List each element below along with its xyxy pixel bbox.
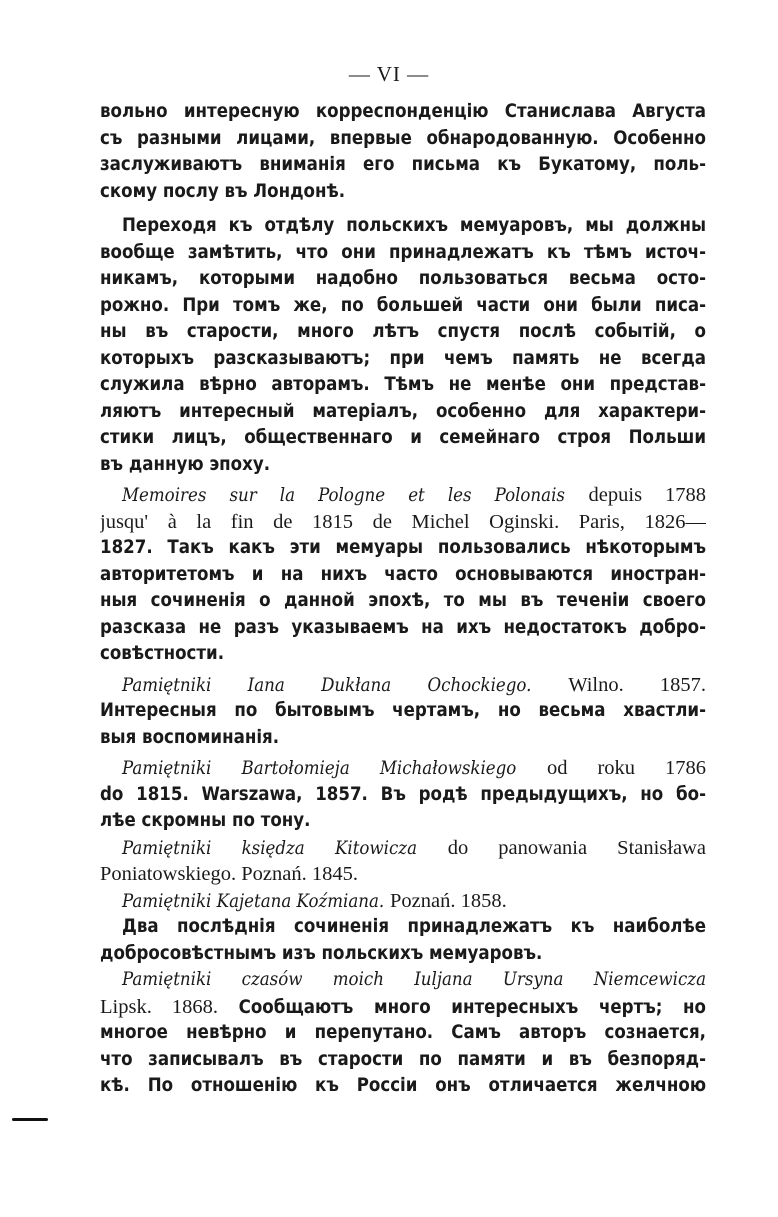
text-line: въ данную эпоху.: [100, 453, 271, 475]
text-line: ны въ старости, много лѣтъ спустя послѣ событій, о: [100, 321, 706, 342]
text-line: которыхъ разсказываютъ; при чемъ память не всегда: [100, 347, 706, 369]
margin-mark: [12, 1118, 48, 1121]
text-line: добросовѣстнымъ изъ польскихъ мемуаровъ.: [100, 942, 543, 964]
work-details: do panowania Stanisława: [447, 836, 706, 859]
work-title: Pamiętniki księdza Kitowicza: [122, 837, 417, 859]
work-title: Memoires sur la Pologne et les Polonais: [122, 485, 565, 506]
bibliography-entry-line: [100, 888, 706, 915]
text-line: разсказа не разъ указываемъ на ихъ недостатокъ добро-: [100, 616, 706, 638]
bibliography-entry-line: [100, 835, 706, 862]
text-line: рожно. При томъ же, по большей части они были писа-: [100, 294, 706, 316]
text-line: совѣстности.: [100, 643, 225, 664]
text-line: многое невѣрно и перепутано. Самъ авторъ сознается,: [100, 1022, 706, 1043]
work-title: Pamiętniki Kajetana Koźmiana.: [122, 890, 385, 912]
bibliography-entry-line: [100, 482, 706, 509]
text-line: стики лицъ, общественнаго и семейнаго строя Польши: [100, 427, 706, 448]
work-details: Wilno. 1857.: [568, 673, 706, 696]
text-line: заслуживаютъ вниманія его письма къ Букатому, поль-: [100, 154, 706, 175]
work-title: Pamiętniki Iana Dukłana Ochockiego.: [122, 674, 532, 696]
text-line: ныя сочиненія о данной эпохѣ, то мы въ теченіи своего: [100, 590, 706, 611]
text-line: Переходя къ отдѣлу польскихъ мемуаровъ, мы должны: [122, 215, 706, 236]
text-line: лѣе скромны по тону.: [100, 810, 311, 831]
text-line: выя воспоминанія.: [100, 726, 280, 748]
text-line: Два послѣднія сочиненія принадлежатъ къ наиболѣе: [122, 916, 706, 937]
text-line: служила вѣрно авторамъ. Тѣмъ не менѣе они представ-: [100, 374, 706, 395]
text-line: [100, 994, 706, 1021]
text-line: Poniatowskiego. Poznań. 1845.: [100, 863, 358, 885]
body-text: [100, 99, 706, 1100]
text-line: авторитетомъ и на нихъ часто основываются иностран-: [100, 563, 706, 585]
text-line: Интересныя по бытовымъ чертамъ, но весьма хвастли-: [100, 700, 706, 721]
work-details: Poznań. 1858.: [390, 889, 507, 912]
page-number: — VI —: [348, 62, 430, 86]
text-line: jusqu' à la fin de 1815 de Michel Oginski. Paris, 1826—: [100, 510, 706, 533]
text-line: скому послу въ Лондонѣ.: [100, 180, 346, 202]
work-details: Lipsk. 1868.: [100, 995, 218, 1018]
text-fragment: Сообщаютъ много интересныхъ чертъ; но: [238, 996, 706, 1018]
work-title: Pamiętniki czasów moich Iuljana Ursyna Niemcewicza: [122, 969, 706, 990]
text-line: что записывалъ въ старости по памяти и въ безпоряд-: [100, 1048, 706, 1070]
text-line: do 1815. Warszawa, 1857. Въ родѣ предыдущихъ, но бо-: [100, 783, 706, 805]
text-line: вольно интересную корреспонденцію Станислава Августа: [100, 101, 706, 122]
bibliography-entry-line: [100, 672, 706, 699]
bibliography-entry-line: [100, 967, 706, 994]
bibliography-entry-line: [100, 755, 706, 782]
text-line: кѣ. По отношенію къ Россіи онъ отличается желчною: [100, 1075, 706, 1096]
text-line: вообще замѣтить, что они принадлежатъ къ тѣмъ источ-: [100, 241, 706, 263]
work-details: od roku 1786: [546, 757, 706, 779]
text-line: 1827. Такъ какъ эти мемуары пользовались нѣкоторымъ: [100, 537, 706, 558]
work-details: depuis 1788: [588, 484, 706, 506]
text-line: съ разными лицами, впервые обнародованную. Особенно: [100, 127, 706, 149]
text-line: ляютъ интересный матеріалъ, особенно для характери-: [100, 400, 706, 422]
text-line: никамъ, которыми надобно пользоваться весьма осто-: [100, 268, 706, 289]
work-title: Pamiętniki Bartołomieja Michałowskiego: [122, 758, 517, 779]
